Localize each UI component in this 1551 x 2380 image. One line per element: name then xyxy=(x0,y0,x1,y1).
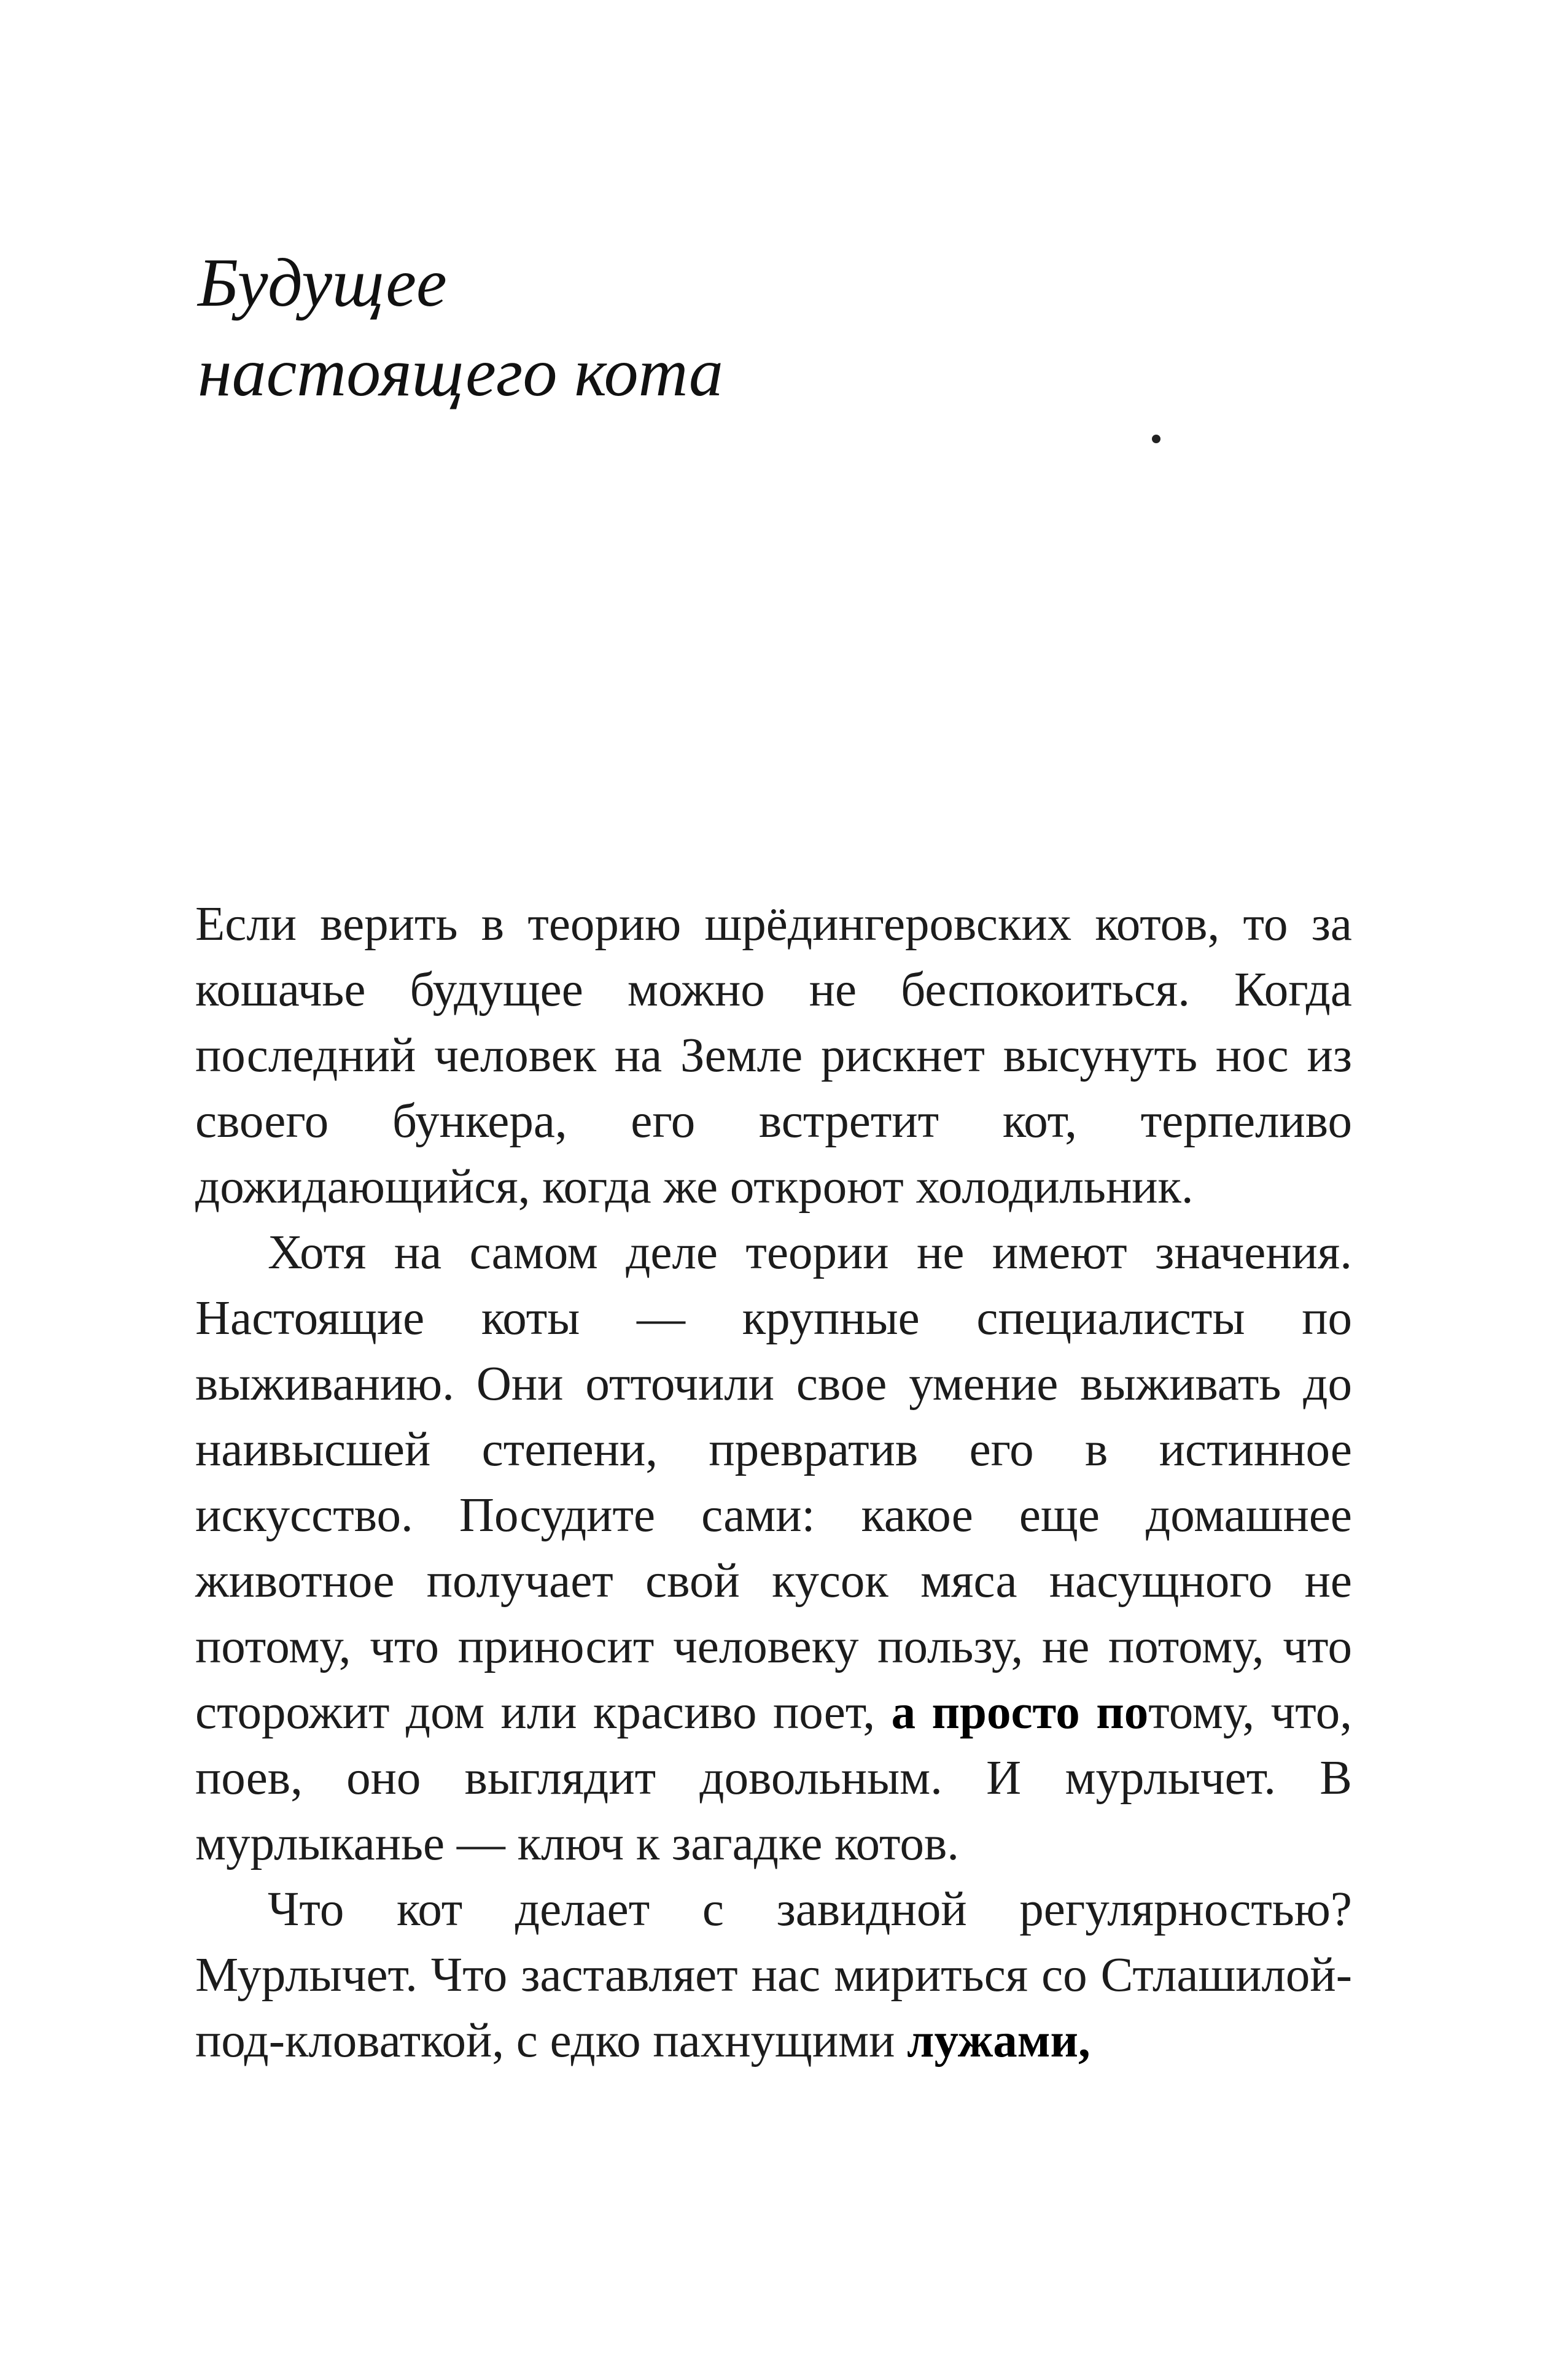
paragraph-2-text-end: тому, что, поев, оно выглядит довольным. И мурлычет. В мурлыканье — ключ к загадке котов. xyxy=(195,1686,1352,1870)
paragraph-3 xyxy=(195,1877,1352,2074)
paragraph-2 xyxy=(195,1220,1352,1877)
paragraph-2-text: Хотя на самом деле теории не имеют значения. Настоящие коты — крупные специалисты по выживанию. Они отточили свое умение выживать до наивысшей степени, превратив его в истинное искусство. Посудите сами: какое еще домашнее животное получает свой кусок мяса насущного не потому, что приносит человеку пользу, не потому, что сторожит дом или красиво поет, xyxy=(195,1226,1352,1739)
chapter-title-line-1: Будущее xyxy=(198,245,447,321)
chapter-body xyxy=(195,891,1352,2074)
paragraph-3-text: Что кот делает с завидной регулярностью? Мурлычет. Что заставляет нас мириться со Стлашилой-под-кловаткой, с едко пахнущими xyxy=(195,1883,1352,2068)
chapter-title-line-2: настоящего кота xyxy=(198,335,723,411)
chapter-title xyxy=(198,238,1180,417)
print-speck xyxy=(1152,435,1160,443)
paragraph-1 xyxy=(195,891,1352,1220)
paragraph-3-dark-text: лужами, xyxy=(907,2014,1090,2068)
paragraph-1-text: Если верить в теорию шрёдингеровских котов, то за кошачье будущее можно не беспокоиться. Когда последний человек на Земле рискнет высунуть нос из своего бункера, его встретит кот, терпеливо дожидающийся, когда же откроют холодильник. xyxy=(195,897,1352,1214)
paragraph-2-dark-text: а просто по xyxy=(891,1686,1149,1739)
